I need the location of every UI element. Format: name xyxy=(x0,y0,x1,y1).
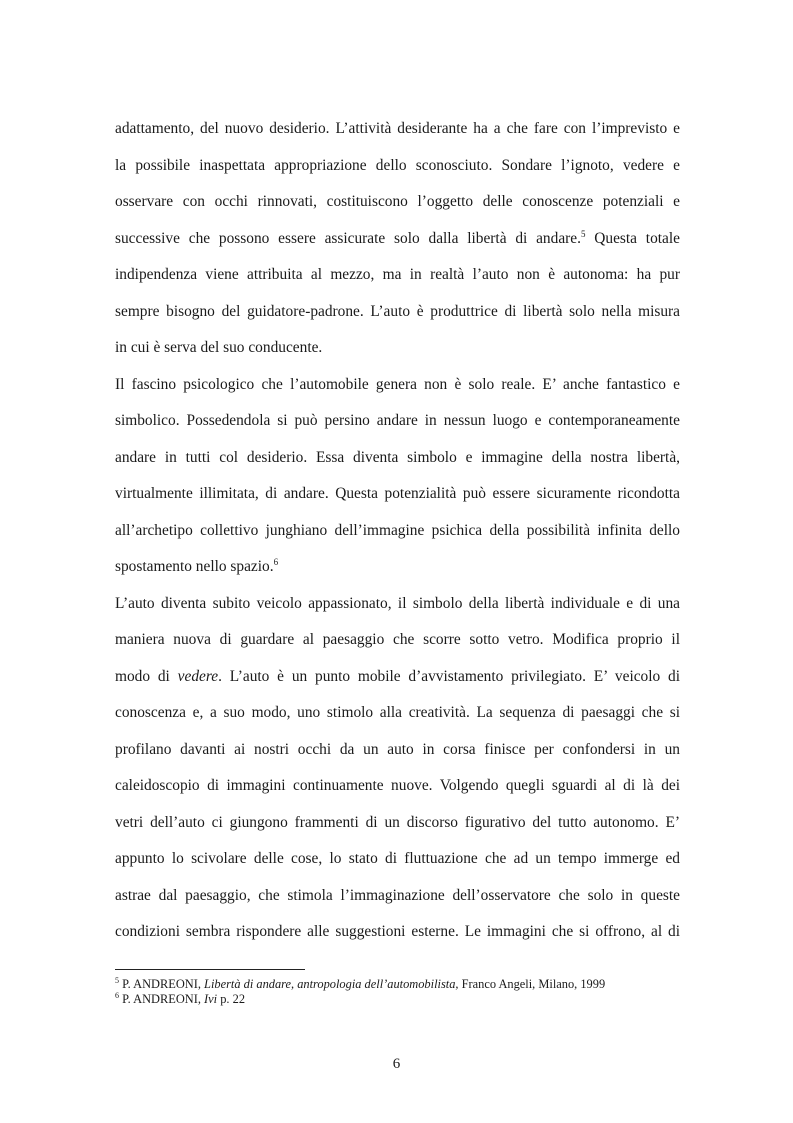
text-line: in cui è serva del suo conducente. xyxy=(115,339,323,356)
paragraph-3 xyxy=(115,586,680,951)
text-line: conoscenza e, a suo modo, uno stimolo alla creatività. La sequenza di paesaggi che si xyxy=(115,704,680,721)
text-line: indipendenza viene attribuita al mezzo, ma in realtà l’auto non è autonoma: ha pur xyxy=(115,266,680,283)
text-line-main: successive che possono essere assicurate solo dalla libertà di andare. xyxy=(115,229,581,247)
text-line: appunto lo scivolare delle cose, lo stato di fluttuazione che ad un tempo immerge ed xyxy=(115,850,680,867)
text-line-tail: . L’auto è un punto mobile d’avvistamento privilegiato. E’ veicolo di xyxy=(218,667,680,685)
footnote-separator xyxy=(115,969,305,970)
text-line-main: modo di xyxy=(115,667,178,685)
text-line: maniera nuova di guardare al paesaggio che scorre sotto vetro. Modifica proprio il xyxy=(115,631,680,648)
italic-word: vedere xyxy=(177,667,219,685)
text-line: adattamento, del nuovo desiderio. L’attività desiderante ha a che fare con l’imprevisto e xyxy=(115,120,680,137)
text-line: la possibile inaspettata appropriazione dello sconosciuto. Sondare l’ignoto, vedere e xyxy=(115,156,680,174)
footnotes xyxy=(115,977,680,1007)
page-number: 6 xyxy=(392,1056,401,1072)
text-line xyxy=(115,549,680,586)
text-line: Il fascino psicologico che l’automobile genera non è solo reale. E’ anche fantastico e xyxy=(115,375,680,393)
text-line: sempre bisogno del guidatore-padrone. L’auto è produttrice di libertà solo nella misura xyxy=(115,302,680,320)
text-line-main: spostamento nello spazio. xyxy=(115,558,274,575)
text-line xyxy=(115,659,680,696)
footnote-author: P. ANDREONI, xyxy=(122,992,201,1006)
text-line: simbolico. Possedendola si può persino andare in nessun luogo e contemporaneamente xyxy=(115,412,680,429)
text-line: virtualmente illimitata, di andare. Questa potenzialità può essere sicuramente ricondotta xyxy=(115,485,680,502)
body-text xyxy=(115,111,680,951)
footnote-6 xyxy=(115,992,680,1007)
paragraph-2 xyxy=(115,367,680,586)
text-line xyxy=(115,221,680,258)
text-line: vetri dell’auto ci giungono frammenti di un discorso figurativo del tutto autonomo. E’ xyxy=(115,813,680,831)
footnote-title: Libertà di andare, antropologia dell’automobilista, xyxy=(204,977,459,991)
footnote-rest: Franco Angeli, Milano, 1999 xyxy=(461,977,606,991)
footnote-ref-5[interactable]: 5 xyxy=(580,228,586,239)
footnote-number: 5 xyxy=(115,976,119,985)
text-line: astrae dal paesaggio, che stimola l’immaginazione dell’osservatore che solo in queste xyxy=(115,886,680,904)
footnote-number: 6 xyxy=(115,991,119,1000)
footnote-author: P. ANDREONI, xyxy=(122,977,201,991)
paragraph-1 xyxy=(115,111,680,367)
text-line: L’auto diventa subito veicolo appassionato, il simbolo della libertà individuale e di una xyxy=(115,594,680,612)
text-line: andare in tutti col desiderio. Essa diventa simbolo e immagine della nostra libertà, xyxy=(115,448,680,466)
text-line: condizioni sembra rispondere alle suggestioni esterne. Le immagini che si offrono, al di xyxy=(115,923,680,940)
footnote-title: Ivi xyxy=(204,992,218,1006)
text-line: all’archetipo collettivo junghiano dell’immagine psichica della possibilità infinita dello xyxy=(115,521,680,539)
text-line: caleidoscopio di immagini continuamente nuove. Volgendo quegli sguardi al di là dei xyxy=(115,777,680,794)
footnote-rest: p. 22 xyxy=(220,992,246,1006)
footnote-ref-6[interactable]: 6 xyxy=(273,557,279,567)
text-line: profilano davanti ai nostri occhi da un auto in corsa finisce per confondersi in un xyxy=(115,740,680,758)
footnote-5 xyxy=(115,977,680,992)
text-line-tail: Questa totale xyxy=(585,229,680,247)
text-line: osservare con occhi rinnovati, costituiscono l’oggetto delle conoscenze potenziali e xyxy=(115,193,680,210)
